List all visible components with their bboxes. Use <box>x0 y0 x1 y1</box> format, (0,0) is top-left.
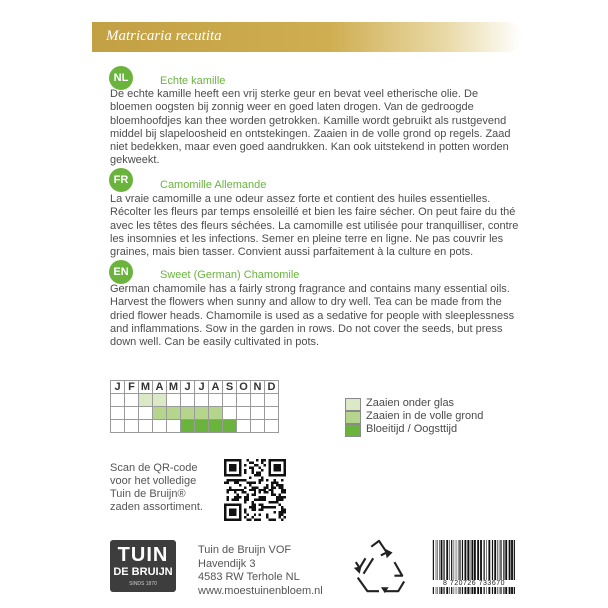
month-nov: N <box>251 381 265 394</box>
description-nl: De echte kamille heeft een vrij sterke geur en bevat veel etherische olie. De bloemen oogsten bij zonnig weer en goed laten drogen. Van de gedroogde bloemhoofdjes kan thee worden getrokken. Kamille wordt gebruikt als rustgevend middel bij slapeloosheid en ontstekingen. Zaaien in de volle grond op regels. Zaad niet bedekken, maar even goed aandrukken. Kan ook uitstekend in potten worden gekweekt. <box>110 88 511 167</box>
calendar-cell <box>167 394 181 407</box>
calendar-cell <box>251 420 265 433</box>
qr-text-line: Scan de QR-code <box>110 462 198 474</box>
heading-en: Sweet (German) Chamomile <box>160 269 300 281</box>
street: Havendijk 3 <box>198 557 256 570</box>
month-oct: O <box>237 381 251 394</box>
month-feb: F <box>125 381 139 394</box>
calendar-cell <box>111 420 125 433</box>
calendar-cell <box>265 420 279 433</box>
calendar-cell <box>111 407 125 420</box>
calendar-cell <box>223 420 237 433</box>
postal-city: 4583 RW Terhole NL <box>198 571 300 583</box>
title-banner <box>92 22 522 52</box>
calendar-cell <box>139 407 153 420</box>
heading-nl: Echte kamille <box>160 75 226 87</box>
calendar-cell <box>223 394 237 407</box>
month-jan: J <box>111 381 125 394</box>
calendar-cell <box>251 394 265 407</box>
qr-code[interactable] <box>224 459 286 521</box>
calendar-row-sow-open-ground <box>111 407 279 420</box>
calendar-cell <box>265 394 279 407</box>
calendar-row-sow-glass <box>111 394 279 407</box>
qr-text-line: voor het volledige <box>110 475 197 487</box>
calendar-cell <box>195 420 209 433</box>
legend-label: Zaaien in de volle grond <box>366 410 484 422</box>
calendar-cell <box>181 407 195 420</box>
calendar-cell <box>237 394 251 407</box>
calendar-cell <box>153 420 167 433</box>
month-aug: A <box>209 381 223 394</box>
logo-since: SINDS 1870 <box>129 581 157 587</box>
calendar-cell <box>153 394 167 407</box>
legend-swatch <box>345 398 361 411</box>
logo-subtext: DE BRUIJN <box>113 566 173 578</box>
calendar-cell <box>195 407 209 420</box>
description-fr: La vraie camomille a une odeur assez forte et contient des huiles essentielles. Récolter les fleurs par temps ensoleillé et bien les faire sécher. On peut faire du thé avec les têtes des fleurs séchées. La camomille est utilisée pour tranquilliser, contre les insomnies et les infections. Semer en pleine terre en ligne. Ne pas couvrir les graines, mais bien tasser. Convient aussi parfaitement à la culture en pots. <box>110 193 519 259</box>
website-link[interactable]: www.moestuinenbloem.nl <box>198 584 323 597</box>
qr-text-line: zaden assortiment. <box>110 501 203 513</box>
calendar-row-flowering-harvest <box>111 420 279 433</box>
legend-label: Bloeitijd / Oogsttijd <box>366 423 458 435</box>
language-badge-nl: NL <box>109 66 133 90</box>
calendar-cell <box>209 407 223 420</box>
recycle-icon <box>350 538 408 594</box>
calendar-cell <box>181 420 195 433</box>
calendar-cell <box>139 420 153 433</box>
legend-swatch <box>345 424 361 437</box>
month-jul: J <box>195 381 209 394</box>
language-badge-en: EN <box>109 260 133 284</box>
barcode-number: 8 720726 733670 <box>430 580 518 587</box>
calendar-cell <box>167 407 181 420</box>
calendar-cell <box>125 407 139 420</box>
calendar-cell <box>181 394 195 407</box>
calendar-cell <box>209 420 223 433</box>
calendar-cell <box>111 394 125 407</box>
calendar-cell <box>237 407 251 420</box>
calendar-cell <box>139 394 153 407</box>
species-title: Matricaria recutita <box>106 28 222 44</box>
language-badge-fr: FR <box>109 168 133 192</box>
legend-swatch <box>345 411 361 424</box>
month-may: M <box>167 381 181 394</box>
calendar-cell <box>209 394 223 407</box>
month-jun: J <box>181 381 195 394</box>
heading-fr: Camomille Allemande <box>160 179 267 191</box>
qr-text-line: Tuin de Bruijn® <box>110 488 186 500</box>
calendar-cell <box>167 420 181 433</box>
calendar-cell <box>251 407 265 420</box>
qr-instructions <box>110 462 220 514</box>
month-sep: S <box>223 381 237 394</box>
calendar-cell <box>153 407 167 420</box>
calendar-cell <box>125 420 139 433</box>
calendar-cell <box>265 407 279 420</box>
calendar-cell <box>195 394 209 407</box>
calendar-cell <box>223 407 237 420</box>
month-apr: A <box>153 381 167 394</box>
company-address <box>198 544 323 598</box>
sowing-calendar <box>110 380 279 433</box>
month-mar: M <box>139 381 153 394</box>
company-name: Tuin de Bruijn VOF <box>198 544 292 556</box>
calendar-cell <box>125 394 139 407</box>
brand-logo <box>110 540 176 592</box>
legend-label: Zaaien onder glas <box>366 397 455 409</box>
calendar-cell <box>237 420 251 433</box>
logo-text: TUIN <box>117 544 169 566</box>
description-en: German chamomile has a fairly strong fragrance and contains many essential oils. Harvest the flowers when sunny and allow to dry well. Tea can be made from the dried flower heads. Chamomile is used as a sedative for people with sleeplessness and inflammations. Sow in the garden in rows. Do not cover the seeds, but press down well. Can be easily cultivated in pots. <box>110 283 515 349</box>
month-dec: D <box>265 381 279 394</box>
